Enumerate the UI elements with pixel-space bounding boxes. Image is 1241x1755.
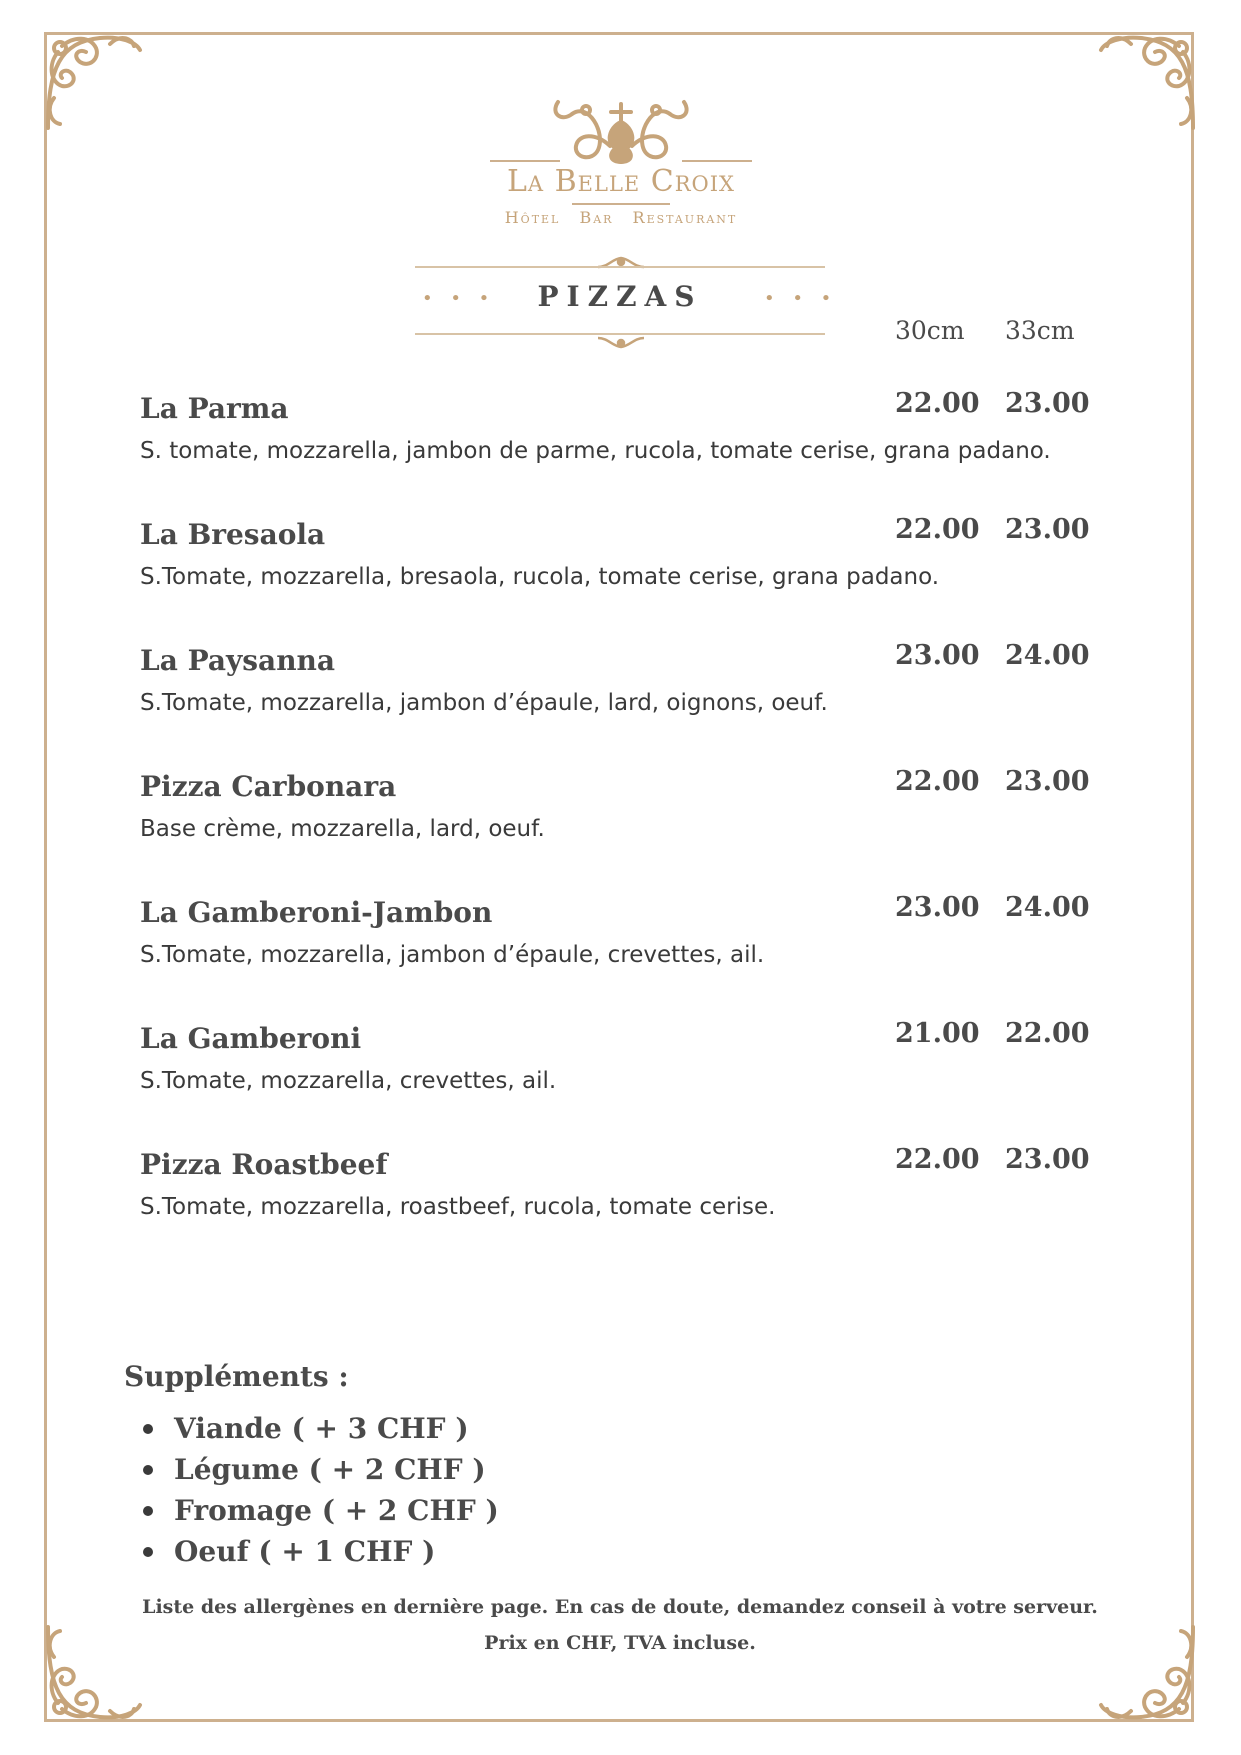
title-dots-right: • • • bbox=[764, 288, 838, 309]
item-price-30cm: 22.00 bbox=[895, 766, 980, 797]
bullet-icon bbox=[143, 1547, 153, 1557]
size-header-30cm: 30cm bbox=[895, 316, 965, 345]
item-description: S.Tomate, mozzarella, jambon d’épaule, lard, oignons, oeuf. bbox=[140, 690, 828, 716]
supplement-item bbox=[140, 1408, 499, 1449]
supplements-title: Suppléments : bbox=[124, 1360, 349, 1393]
item-name: La Paysanna bbox=[140, 644, 336, 677]
item-description: S. tomate, mozzarella, jambon de parme, rucola, tomate cerise, grana padano. bbox=[140, 438, 1051, 464]
title-ornament-bottom-icon bbox=[596, 335, 646, 349]
supplement-item bbox=[140, 1531, 499, 1572]
item-name: La Parma bbox=[140, 392, 289, 425]
item-price-30cm: 22.00 bbox=[895, 514, 980, 545]
supplement-label: Légume ( + 2 CHF ) bbox=[174, 1453, 486, 1486]
item-price-30cm: 22.00 bbox=[895, 388, 980, 419]
item-name: La Gamberoni-Jambon bbox=[140, 896, 493, 929]
item-price-33cm: 22.00 bbox=[1005, 1018, 1090, 1049]
brand-name: La Belle Croix bbox=[507, 164, 735, 199]
item-price-30cm: 23.00 bbox=[895, 892, 980, 923]
item-description: S.Tomate, mozzarella, jambon d’épaule, crevettes, ail. bbox=[140, 942, 765, 968]
price-note: Prix en CHF, TVA incluse. bbox=[484, 1632, 756, 1654]
item-price-33cm: 23.00 bbox=[1005, 388, 1090, 419]
item-name: Pizza Roastbeef bbox=[140, 1148, 388, 1181]
item-price-33cm: 24.00 bbox=[1005, 640, 1090, 671]
title-rule-top bbox=[415, 266, 825, 268]
supplements-list bbox=[140, 1408, 499, 1572]
logo-rule-left bbox=[490, 160, 560, 162]
item-description: Base crème, mozzarella, lard, oeuf. bbox=[140, 816, 545, 842]
bullet-icon bbox=[143, 1506, 153, 1516]
section-title: PIZZAS bbox=[537, 280, 703, 313]
corner-ornament-icon bbox=[1091, 28, 1201, 138]
title-dots-left: • • • bbox=[422, 288, 496, 309]
item-price-30cm: 23.00 bbox=[895, 640, 980, 671]
item-name: Pizza Carbonara bbox=[140, 770, 397, 803]
item-description: S.Tomate, mozzarella, bresaola, rucola, tomate cerise, grana padano. bbox=[140, 564, 940, 590]
item-price-33cm: 23.00 bbox=[1005, 1144, 1090, 1175]
bullet-icon bbox=[143, 1465, 153, 1475]
item-name: La Gamberoni bbox=[140, 1022, 362, 1055]
item-price-33cm: 23.00 bbox=[1005, 514, 1090, 545]
allergen-note: Liste des allergènes en dernière page. En cas de doute, demandez conseil à votre serveur. bbox=[142, 1596, 1098, 1618]
item-price-30cm: 22.00 bbox=[895, 1144, 980, 1175]
supplement-item bbox=[140, 1490, 499, 1531]
item-price-33cm: 23.00 bbox=[1005, 766, 1090, 797]
corner-ornament-icon bbox=[40, 28, 150, 138]
fleur-de-lis-logo-icon bbox=[548, 92, 694, 164]
logo-rule-center bbox=[572, 203, 670, 205]
item-price-33cm: 24.00 bbox=[1005, 892, 1090, 923]
brand-subtitle: Hôtel Bar Restaurant bbox=[504, 208, 738, 227]
bullet-icon bbox=[143, 1424, 153, 1434]
supplement-label: Fromage ( + 2 CHF ) bbox=[174, 1494, 499, 1527]
item-price-30cm: 21.00 bbox=[895, 1018, 980, 1049]
supplement-label: Viande ( + 3 CHF ) bbox=[174, 1412, 469, 1445]
logo-rule-right bbox=[682, 160, 752, 162]
supplement-label: Oeuf ( + 1 CHF ) bbox=[174, 1535, 436, 1568]
supplement-item bbox=[140, 1449, 499, 1490]
item-description: S.Tomate, mozzarella, roastbeef, rucola, tomate cerise. bbox=[140, 1194, 776, 1220]
item-description: S.Tomate, mozzarella, crevettes, ail. bbox=[140, 1068, 557, 1094]
size-header-33cm: 33cm bbox=[1005, 316, 1075, 345]
item-name: La Bresaola bbox=[140, 518, 326, 551]
